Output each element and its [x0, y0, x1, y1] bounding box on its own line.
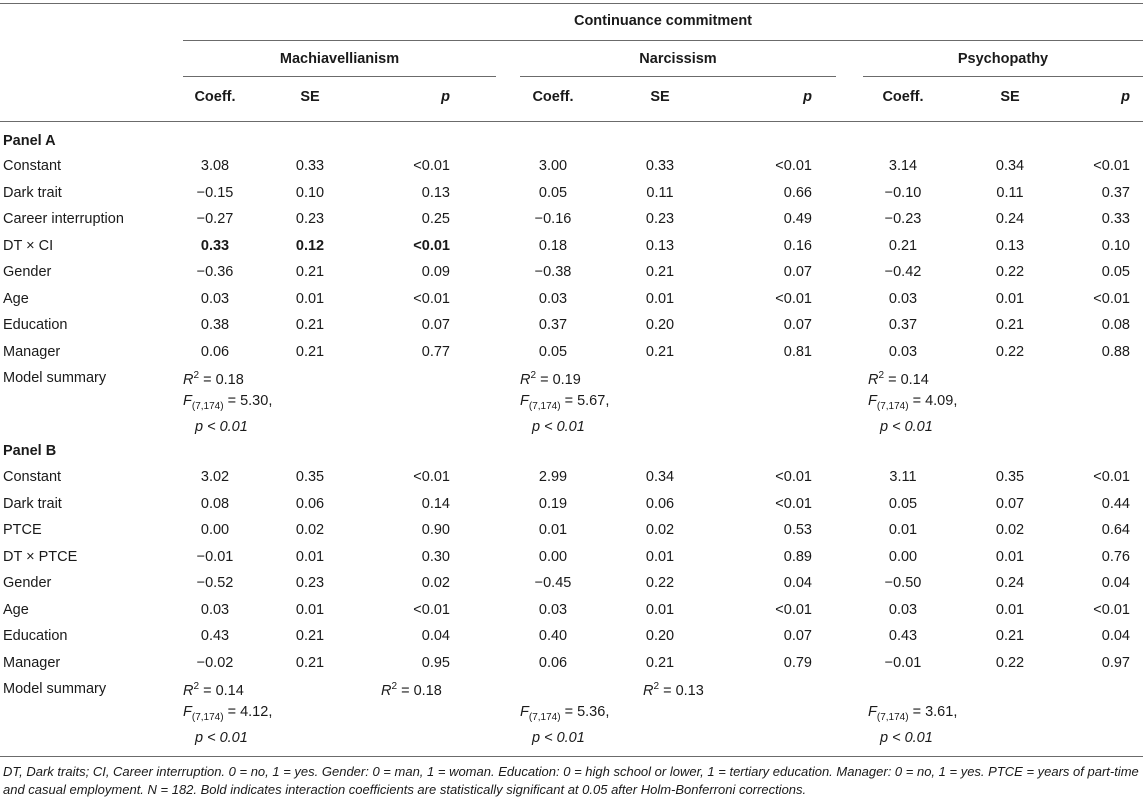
r2-symbol: R	[643, 682, 654, 699]
table-cell: 0.05	[1101, 264, 1130, 280]
table-cell: 0.16	[783, 237, 812, 254]
f-symbol: F	[868, 704, 877, 720]
table-cell: 0.01	[645, 548, 675, 565]
r2-superscript: 2	[878, 370, 885, 381]
header-rule-1	[183, 40, 1143, 41]
r-squared-value	[643, 681, 704, 699]
table-cell: 0.12	[295, 237, 325, 254]
f-number: 5.30	[240, 393, 269, 409]
header-rule-narc	[520, 76, 836, 77]
r2-symbol: R	[183, 371, 194, 388]
f-number: 4.12	[240, 704, 269, 720]
table-cell: 0.02	[295, 522, 325, 538]
table-cell: <0.01	[413, 158, 450, 174]
subheader-coeff: Coeff.	[194, 89, 236, 105]
table-cell: 0.03	[200, 601, 230, 618]
r2-equals: =	[199, 682, 216, 699]
table-cell: 2.99	[538, 469, 568, 485]
table-cell: <0.01	[413, 469, 450, 485]
table-cell: 0.43	[888, 628, 918, 644]
table-cell: 0.76	[1101, 548, 1130, 565]
f-equals: =	[560, 704, 578, 720]
header-bottom-rule	[0, 121, 1143, 122]
row-label: Constant	[3, 469, 62, 485]
p-line: p < 0.01	[532, 418, 585, 435]
r2-symbol: R	[520, 371, 531, 388]
table-cell: 0.02	[995, 522, 1025, 538]
subheader-se: SE	[1000, 89, 1020, 105]
subheader-se: SE	[300, 89, 320, 105]
r2-superscript: 2	[653, 681, 660, 692]
table-cell: 0.24	[995, 211, 1025, 227]
group-header-narcissism: Narcissism	[639, 51, 717, 67]
f-equals: =	[223, 704, 241, 720]
table-cell: 0.03	[538, 601, 568, 618]
table-cell: 0.04	[1101, 628, 1130, 644]
table-cell: 0.90	[421, 522, 450, 538]
table-cell: 0.24	[995, 575, 1025, 591]
r-squared-value	[381, 681, 442, 699]
table-cell: −0.01	[884, 654, 922, 671]
table-cell: 0.01	[538, 522, 568, 538]
table-cell: 0.22	[995, 654, 1025, 671]
table-cell: 0.04	[1101, 575, 1130, 591]
row-label: DT × PTCE	[3, 548, 78, 565]
table-cell: <0.01	[775, 469, 812, 485]
row-label: PTCE	[3, 522, 42, 538]
table-cell: 0.66	[783, 184, 812, 201]
row-label: Dark trait	[3, 495, 62, 512]
row-label: Education	[3, 317, 68, 333]
r2-number: 0.14	[900, 371, 929, 388]
table-cell: −0.16	[534, 211, 572, 227]
table-cell: 3.08	[200, 158, 230, 174]
table-cell: 0.21	[295, 264, 325, 280]
table-cell: 0.21	[645, 264, 675, 280]
r2-symbol: R	[381, 682, 392, 699]
table-cell: 0.01	[295, 548, 325, 565]
table-cell: 0.33	[200, 237, 230, 254]
p-line: p < 0.01	[532, 729, 585, 746]
table-cell: 0.07	[995, 495, 1025, 512]
table-cell: 0.00	[888, 548, 918, 565]
table-cell: 0.38	[200, 317, 230, 333]
r-squared-value	[868, 370, 929, 388]
row-label: Manager	[3, 343, 61, 360]
row-label: Gender	[3, 264, 52, 280]
f-df: (7,174)	[528, 400, 561, 412]
table-cell: 0.53	[783, 522, 812, 538]
table-cell: <0.01	[775, 290, 812, 307]
f-df: (7,174)	[191, 711, 224, 723]
r2-superscript: 2	[193, 370, 200, 381]
f-line	[183, 391, 272, 417]
table-cell: 0.09	[421, 264, 450, 280]
table-cell: 0.00	[538, 548, 568, 565]
table-cell: 0.20	[645, 628, 675, 644]
table-cell: 0.35	[295, 469, 325, 485]
table-cell: <0.01	[775, 158, 812, 174]
r-squared-value	[183, 681, 244, 699]
r2-equals: =	[884, 371, 901, 388]
table-cell: <0.01	[1093, 601, 1130, 618]
f-symbol: F	[183, 704, 192, 720]
table-cell: 0.10	[295, 184, 325, 201]
table-cell: 0.02	[421, 575, 450, 591]
r2-number: 0.18	[215, 371, 244, 388]
f-statistic	[520, 391, 609, 437]
table-cell: 0.77	[421, 343, 450, 360]
table-cell: 0.06	[295, 495, 325, 512]
table-cell: 0.06	[200, 343, 230, 360]
f-symbol: F	[520, 704, 529, 720]
table-cell: 0.79	[783, 654, 812, 671]
r2-superscript: 2	[193, 681, 200, 692]
table-cell: 0.11	[996, 184, 1024, 201]
table-cell: 0.01	[888, 522, 918, 538]
subheader-p: p	[441, 89, 450, 105]
column-header-top: Continuance commitment	[573, 13, 753, 29]
p-line: p < 0.01	[195, 418, 248, 435]
table-cell: 0.01	[645, 601, 675, 618]
f-comma: ,	[605, 393, 610, 409]
f-statistic	[868, 391, 957, 437]
f-statistic	[868, 702, 957, 748]
r2-equals: =	[199, 371, 216, 388]
f-line	[868, 702, 957, 728]
table-cell: 0.22	[995, 343, 1025, 360]
table-cell: 0.00	[200, 522, 230, 538]
table-cell: 0.11	[646, 184, 674, 201]
r2-number: 0.19	[552, 371, 581, 388]
f-equals: =	[560, 393, 578, 409]
table-cell: 0.05	[538, 343, 568, 360]
row-label: Dark trait	[3, 184, 62, 201]
table-cell: 0.04	[783, 575, 812, 591]
table-cell: 0.01	[995, 548, 1025, 565]
table-cell: −0.38	[534, 264, 572, 280]
r2-number: 0.14	[215, 682, 244, 699]
model-summary-label: Model summary	[3, 681, 107, 697]
f-statistic	[183, 391, 272, 437]
r2-number: 0.18	[413, 682, 442, 699]
f-number: 5.67	[577, 393, 606, 409]
table-cell: 0.13	[645, 237, 675, 254]
table-cell: 0.40	[538, 628, 568, 644]
table-cell: 0.08	[1101, 317, 1130, 333]
table-cell: <0.01	[413, 237, 450, 254]
table-cell: 0.21	[995, 317, 1025, 333]
r2-number: 0.13	[675, 682, 704, 699]
f-statistic	[520, 702, 609, 748]
table-cell: 0.03	[888, 290, 918, 307]
table-cell: 0.06	[538, 654, 568, 671]
f-line	[520, 702, 609, 728]
subheader-coeff: Coeff.	[882, 89, 924, 105]
table-cell: <0.01	[1093, 158, 1130, 174]
table-cell: 0.14	[421, 495, 450, 512]
table-cell: <0.01	[1093, 290, 1130, 307]
table-cell: 0.21	[888, 237, 918, 254]
table-cell: 0.21	[645, 654, 675, 671]
table-cell: 0.07	[421, 317, 450, 333]
r2-equals: =	[536, 371, 553, 388]
table-bottom-rule	[0, 756, 1143, 757]
table-cell: 0.95	[421, 654, 450, 671]
table-cell: 0.05	[888, 495, 918, 512]
f-equals: =	[223, 393, 241, 409]
table-cell: 3.02	[200, 469, 230, 485]
table-cell: 0.44	[1101, 495, 1130, 512]
table-cell: 0.13	[995, 237, 1025, 254]
f-equals: =	[908, 704, 926, 720]
table-cell: −0.10	[884, 184, 922, 201]
table-cell: 0.07	[783, 317, 812, 333]
f-number: 5.36	[577, 704, 606, 720]
p-line: p < 0.01	[880, 418, 933, 435]
table-cell: <0.01	[413, 290, 450, 307]
f-line	[868, 391, 957, 417]
f-number: 4.09	[925, 393, 954, 409]
subheader-se: SE	[650, 89, 670, 105]
table-cell: 0.43	[200, 628, 230, 644]
table-cell: <0.01	[775, 495, 812, 512]
table-cell: 0.34	[995, 158, 1025, 174]
r-squared-value	[183, 370, 244, 388]
table-cell: 0.13	[421, 184, 450, 201]
table-cell: −0.50	[884, 575, 922, 591]
f-comma: ,	[268, 393, 273, 409]
table-cell: 0.02	[645, 522, 675, 538]
r2-superscript: 2	[530, 370, 537, 381]
table-cell: 0.88	[1101, 343, 1130, 360]
subheader-coeff: Coeff.	[532, 89, 574, 105]
table-cell: 0.19	[538, 495, 568, 512]
table-cell: 0.21	[995, 628, 1025, 644]
table-cell: −0.45	[534, 575, 572, 591]
f-df: (7,174)	[876, 400, 909, 412]
f-line	[183, 702, 272, 728]
table-cell: −0.27	[196, 211, 234, 227]
table-cell: 0.08	[200, 495, 230, 512]
subheader-p: p	[803, 89, 812, 105]
table-footnote: DT, Dark traits; CI, Career interruption. 0 = no, 1 = yes. Gender: 0 = man, 1 = woman. Education: 0 = high school or lower, 1 = tertiary education. Manager: 0 = no, 1 = yes. PTCE = years of part-time and casual employment. N = 182. Bold indicates interaction coefficients are statistically significant at 0.05 after Holm-Bonferroni corrections.	[3, 764, 1139, 797]
group-header-machiavellianism: Machiavellianism	[279, 51, 400, 67]
r2-superscript: 2	[391, 681, 398, 692]
r2-equals: =	[659, 682, 676, 699]
table-cell: 0.04	[421, 628, 450, 644]
r2-symbol: R	[868, 371, 879, 388]
table-cell: −0.52	[196, 575, 234, 591]
table-cell: 0.01	[645, 290, 675, 307]
f-statistic	[183, 702, 272, 748]
header-rule-mach	[183, 76, 496, 77]
table-cell: 0.23	[295, 211, 325, 227]
top-rule	[0, 3, 1143, 4]
table-cell: 0.81	[783, 343, 812, 360]
table-cell: 0.89	[783, 548, 812, 565]
table-cell: −0.23	[884, 211, 922, 227]
row-label: Manager	[3, 654, 61, 671]
table-cell: 0.10	[1101, 237, 1130, 254]
table-cell: 0.33	[645, 158, 675, 174]
table-cell: 0.23	[295, 575, 325, 591]
group-header-psychopathy: Psychopathy	[957, 51, 1049, 67]
table-cell: 0.35	[995, 469, 1025, 485]
f-df: (7,174)	[876, 711, 909, 723]
row-label: Age	[3, 601, 29, 618]
table-cell: 3.00	[538, 158, 568, 174]
table-cell: 0.07	[783, 264, 812, 280]
f-comma: ,	[268, 704, 273, 720]
table-cell: 0.03	[200, 290, 230, 307]
header-rule-psych	[863, 76, 1143, 77]
table-cell: 0.37	[538, 317, 568, 333]
table-cell: 0.03	[888, 601, 918, 618]
table-cell: 0.33	[295, 158, 325, 174]
f-line	[520, 391, 609, 417]
table-cell: 0.37	[1101, 184, 1130, 201]
f-symbol: F	[183, 393, 192, 409]
table-cell: −0.15	[196, 184, 234, 201]
r2-equals: =	[397, 682, 414, 699]
row-label: Age	[3, 290, 29, 307]
table-cell: <0.01	[1093, 469, 1130, 485]
p-line: p < 0.01	[880, 729, 933, 746]
f-symbol: F	[520, 393, 529, 409]
table-cell: <0.01	[413, 601, 450, 618]
table-cell: −0.01	[196, 548, 234, 565]
p-line: p < 0.01	[195, 729, 248, 746]
table-cell: −0.02	[196, 654, 234, 671]
row-label: Education	[3, 628, 68, 644]
table-cell: 0.37	[888, 317, 918, 333]
panel-title: Panel A	[3, 133, 56, 149]
table-cell: <0.01	[775, 601, 812, 618]
f-comma: ,	[953, 704, 958, 720]
table-cell: 3.11	[889, 469, 917, 485]
f-number: 3.61	[925, 704, 954, 720]
table-cell: 3.14	[888, 158, 918, 174]
panel-title: Panel B	[3, 443, 57, 459]
table-cell: 0.21	[295, 343, 325, 360]
table-cell: 0.01	[295, 601, 325, 618]
row-label: DT × CI	[3, 237, 54, 254]
table-cell: 0.21	[645, 343, 675, 360]
f-symbol: F	[868, 393, 877, 409]
table-cell: 0.06	[645, 495, 675, 512]
table-cell: 0.33	[1101, 211, 1130, 227]
row-label: Constant	[3, 158, 62, 174]
table-cell: 0.25	[421, 211, 450, 227]
f-df: (7,174)	[191, 400, 224, 412]
table-cell: 0.21	[295, 654, 325, 671]
table-cell: 0.34	[645, 469, 675, 485]
row-label: Career interruption	[3, 211, 124, 227]
table-cell: −0.42	[884, 264, 922, 280]
table-cell: 0.23	[645, 211, 675, 227]
model-summary-label: Model summary	[3, 370, 107, 386]
table-cell: 0.05	[538, 184, 568, 201]
f-equals: =	[908, 393, 926, 409]
table-cell: 0.07	[783, 628, 812, 644]
table-cell: 0.01	[995, 601, 1025, 618]
table-cell: 0.22	[645, 575, 675, 591]
r2-symbol: R	[183, 682, 194, 699]
table-cell: 0.03	[538, 290, 568, 307]
table-cell: −0.36	[196, 264, 234, 280]
row-label: Gender	[3, 575, 52, 591]
table-cell: 0.49	[783, 211, 812, 227]
f-df: (7,174)	[528, 711, 561, 723]
subheader-p: p	[1121, 89, 1130, 105]
f-comma: ,	[953, 393, 958, 409]
table-cell: 0.01	[995, 290, 1025, 307]
table-cell: 0.01	[295, 290, 325, 307]
table-cell: 0.20	[645, 317, 675, 333]
table-cell: 0.97	[1101, 654, 1130, 671]
table-cell: 0.03	[888, 343, 918, 360]
r-squared-value	[520, 370, 581, 388]
table-cell: 0.18	[538, 237, 568, 254]
table-cell: 0.30	[421, 548, 450, 565]
table-cell: 0.22	[995, 264, 1025, 280]
f-comma: ,	[605, 704, 610, 720]
table-cell: 0.21	[295, 628, 325, 644]
table-cell: 0.21	[295, 317, 325, 333]
table-cell: 0.64	[1101, 522, 1130, 538]
